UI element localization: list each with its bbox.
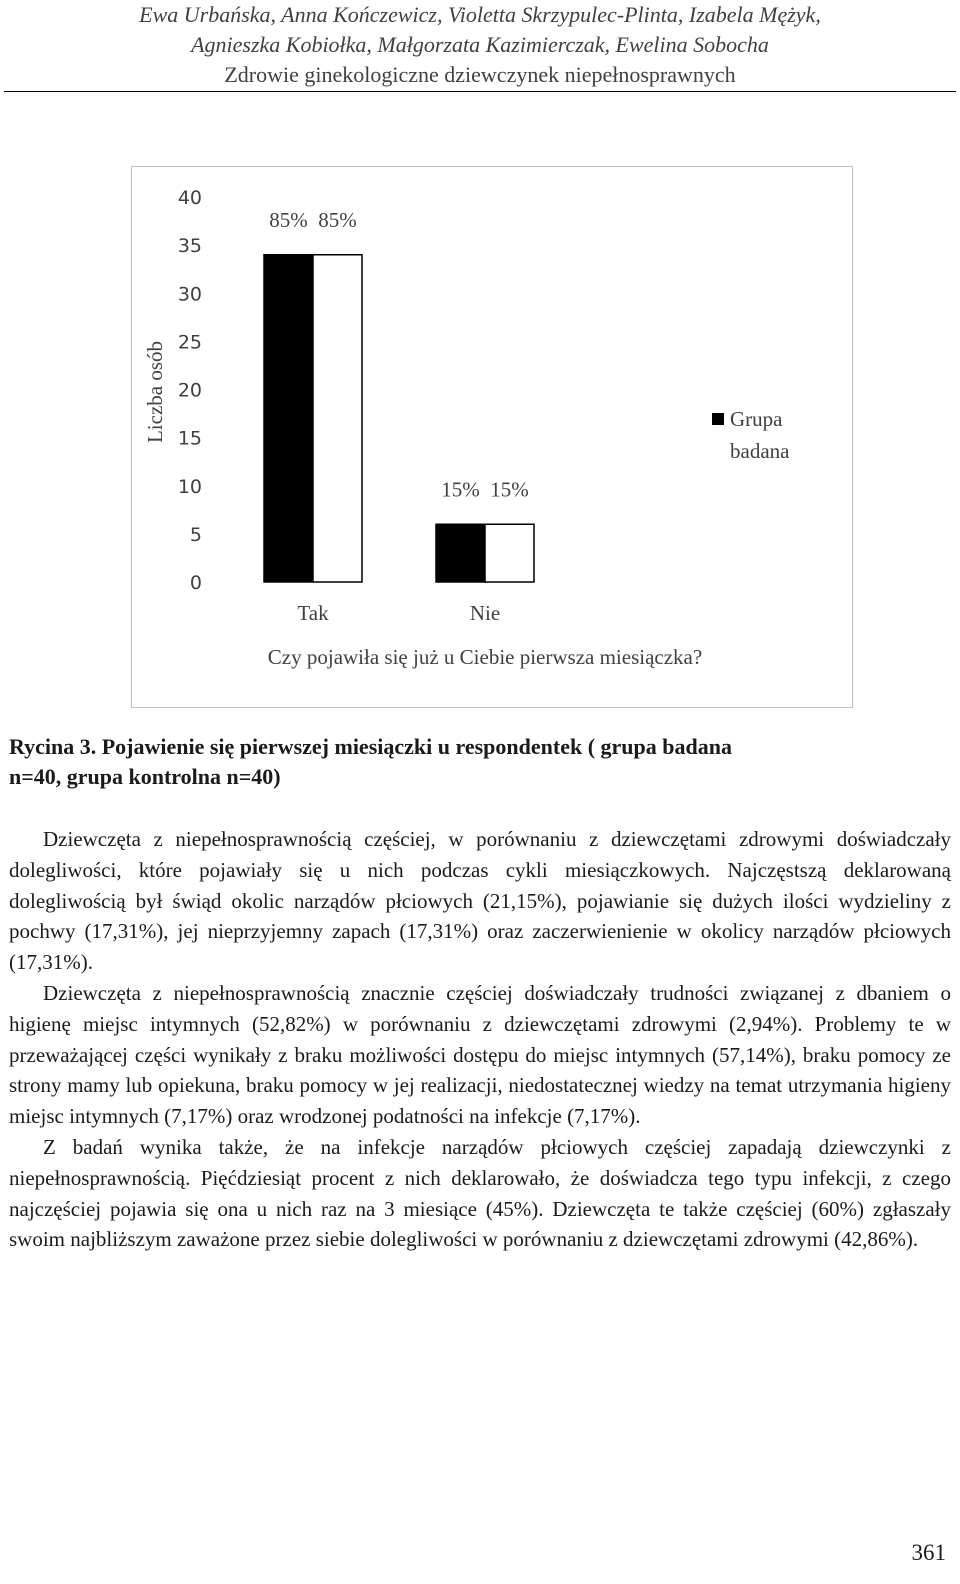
bar-tak-series-1	[264, 255, 313, 582]
header-article-title: Zdrowie ginekologiczne dziewczynek niepełnosprawnych	[224, 62, 736, 87]
data-label: 85%	[269, 207, 308, 232]
data-label: 15%	[441, 477, 480, 502]
legend-label-line-2: badana	[730, 439, 790, 463]
y-tick-label: 20	[177, 379, 202, 402]
y-tick-label: 35	[177, 235, 202, 258]
bar-nie-series-1	[436, 524, 485, 582]
figure-chart	[131, 166, 853, 708]
y-tick-label: 25	[177, 331, 202, 354]
y-tick-label: 30	[177, 283, 202, 306]
x-tick-label: Nie	[469, 601, 501, 625]
y-tick-label: 5	[189, 523, 202, 546]
caption-line-1: Rycina 3. Pojawienie się pierwszej miesiączki u respondentek ( grupa badana	[9, 734, 732, 759]
header-authors-line-2: Agnieszka Kobiołka, Małgorzata Kazimierczak, Ewelina Sobocha	[191, 32, 769, 57]
legend-label-line-1: Grupa	[730, 407, 783, 431]
article-body	[9, 824, 951, 1255]
legend-swatch	[712, 413, 724, 425]
page-number: 361	[911, 1540, 946, 1565]
y-tick-label: 10	[177, 475, 202, 498]
y-axis-label: Liczba osób	[143, 340, 167, 444]
bar-chart	[132, 167, 854, 709]
running-header	[0, 0, 960, 90]
y-tick-label: 15	[177, 427, 202, 450]
caption-line-2: n=40, grupa kontrolna n=40)	[9, 764, 281, 789]
bar-tak-series-2	[313, 255, 362, 582]
paragraph-3: Z badań wynika także, że na infekcje narządów płciowych częściej zapadają dziewczynki z niepełnosprawnością. Pięćdziesiąt procent z nich deklarowało, że doświadcza tego typu infekcji, z czego najczęściej pojawia się ona u nich raz na 3 miesiące (45%). Dziewczęta te także częściej (60%) zgłaszały swoim najbliższym zaważone przez siebie dolegliwości w porównaniu z dziewczętami zdrowymi (42,86%).	[9, 1134, 951, 1252]
bar-nie-series-2	[485, 524, 534, 582]
paragraph-1: Dziewczęta z niepełnosprawnością częściej, w porównaniu z dziewczętami zdrowymi doświadczały dolegliwości, które pojawiały się u nich podczas cykli miesiączkowych. Najczęstszą deklarowaną dolegliwością był świąd okolic narządów płciowych (21,15%), pojawianie się dużych ilości wydzieliny z pochwy (17,31%), jej nieprzyjemny zapach (17,31%) oraz zaczerwienienie w okolicy narządów płciowych (17,31%).	[9, 827, 951, 975]
header-authors-line-1: Ewa Urbańska, Anna Kończewicz, Violetta Skrzypulec-Plinta, Izabela Mężyk,	[139, 2, 821, 27]
header-divider	[4, 91, 956, 92]
data-label: 85%	[318, 207, 357, 232]
x-axis-label: Czy pojawiła się już u Ciebie pierwsza miesiączka?	[267, 645, 703, 669]
x-tick-label: Tak	[297, 601, 329, 625]
y-tick-label: 0	[189, 572, 202, 594]
data-label: 15%	[490, 477, 529, 502]
figure-caption	[9, 732, 951, 792]
paragraph-2: Dziewczęta z niepełnosprawnością znacznie częściej doświadczały trudności związanej z dbaniem o higienę miejsc intymnych (52,82%) w porównaniu z dziewczętami zdrowymi (2,94%). Problemy te w przeważającej części wynikały z braku możliwości dostępu do miejsc intymnych (57,14%), braku pomocy ze strony mamy lub opiekuna, braku pomocy w jej realizacji, niedostatecznej wiedzy na temat utrzymania higieny miejsc intymnych (7,17%) oraz wrodzonej podatności na infekcje (7,17%).	[9, 980, 951, 1129]
y-tick-label: 40	[177, 187, 202, 209]
